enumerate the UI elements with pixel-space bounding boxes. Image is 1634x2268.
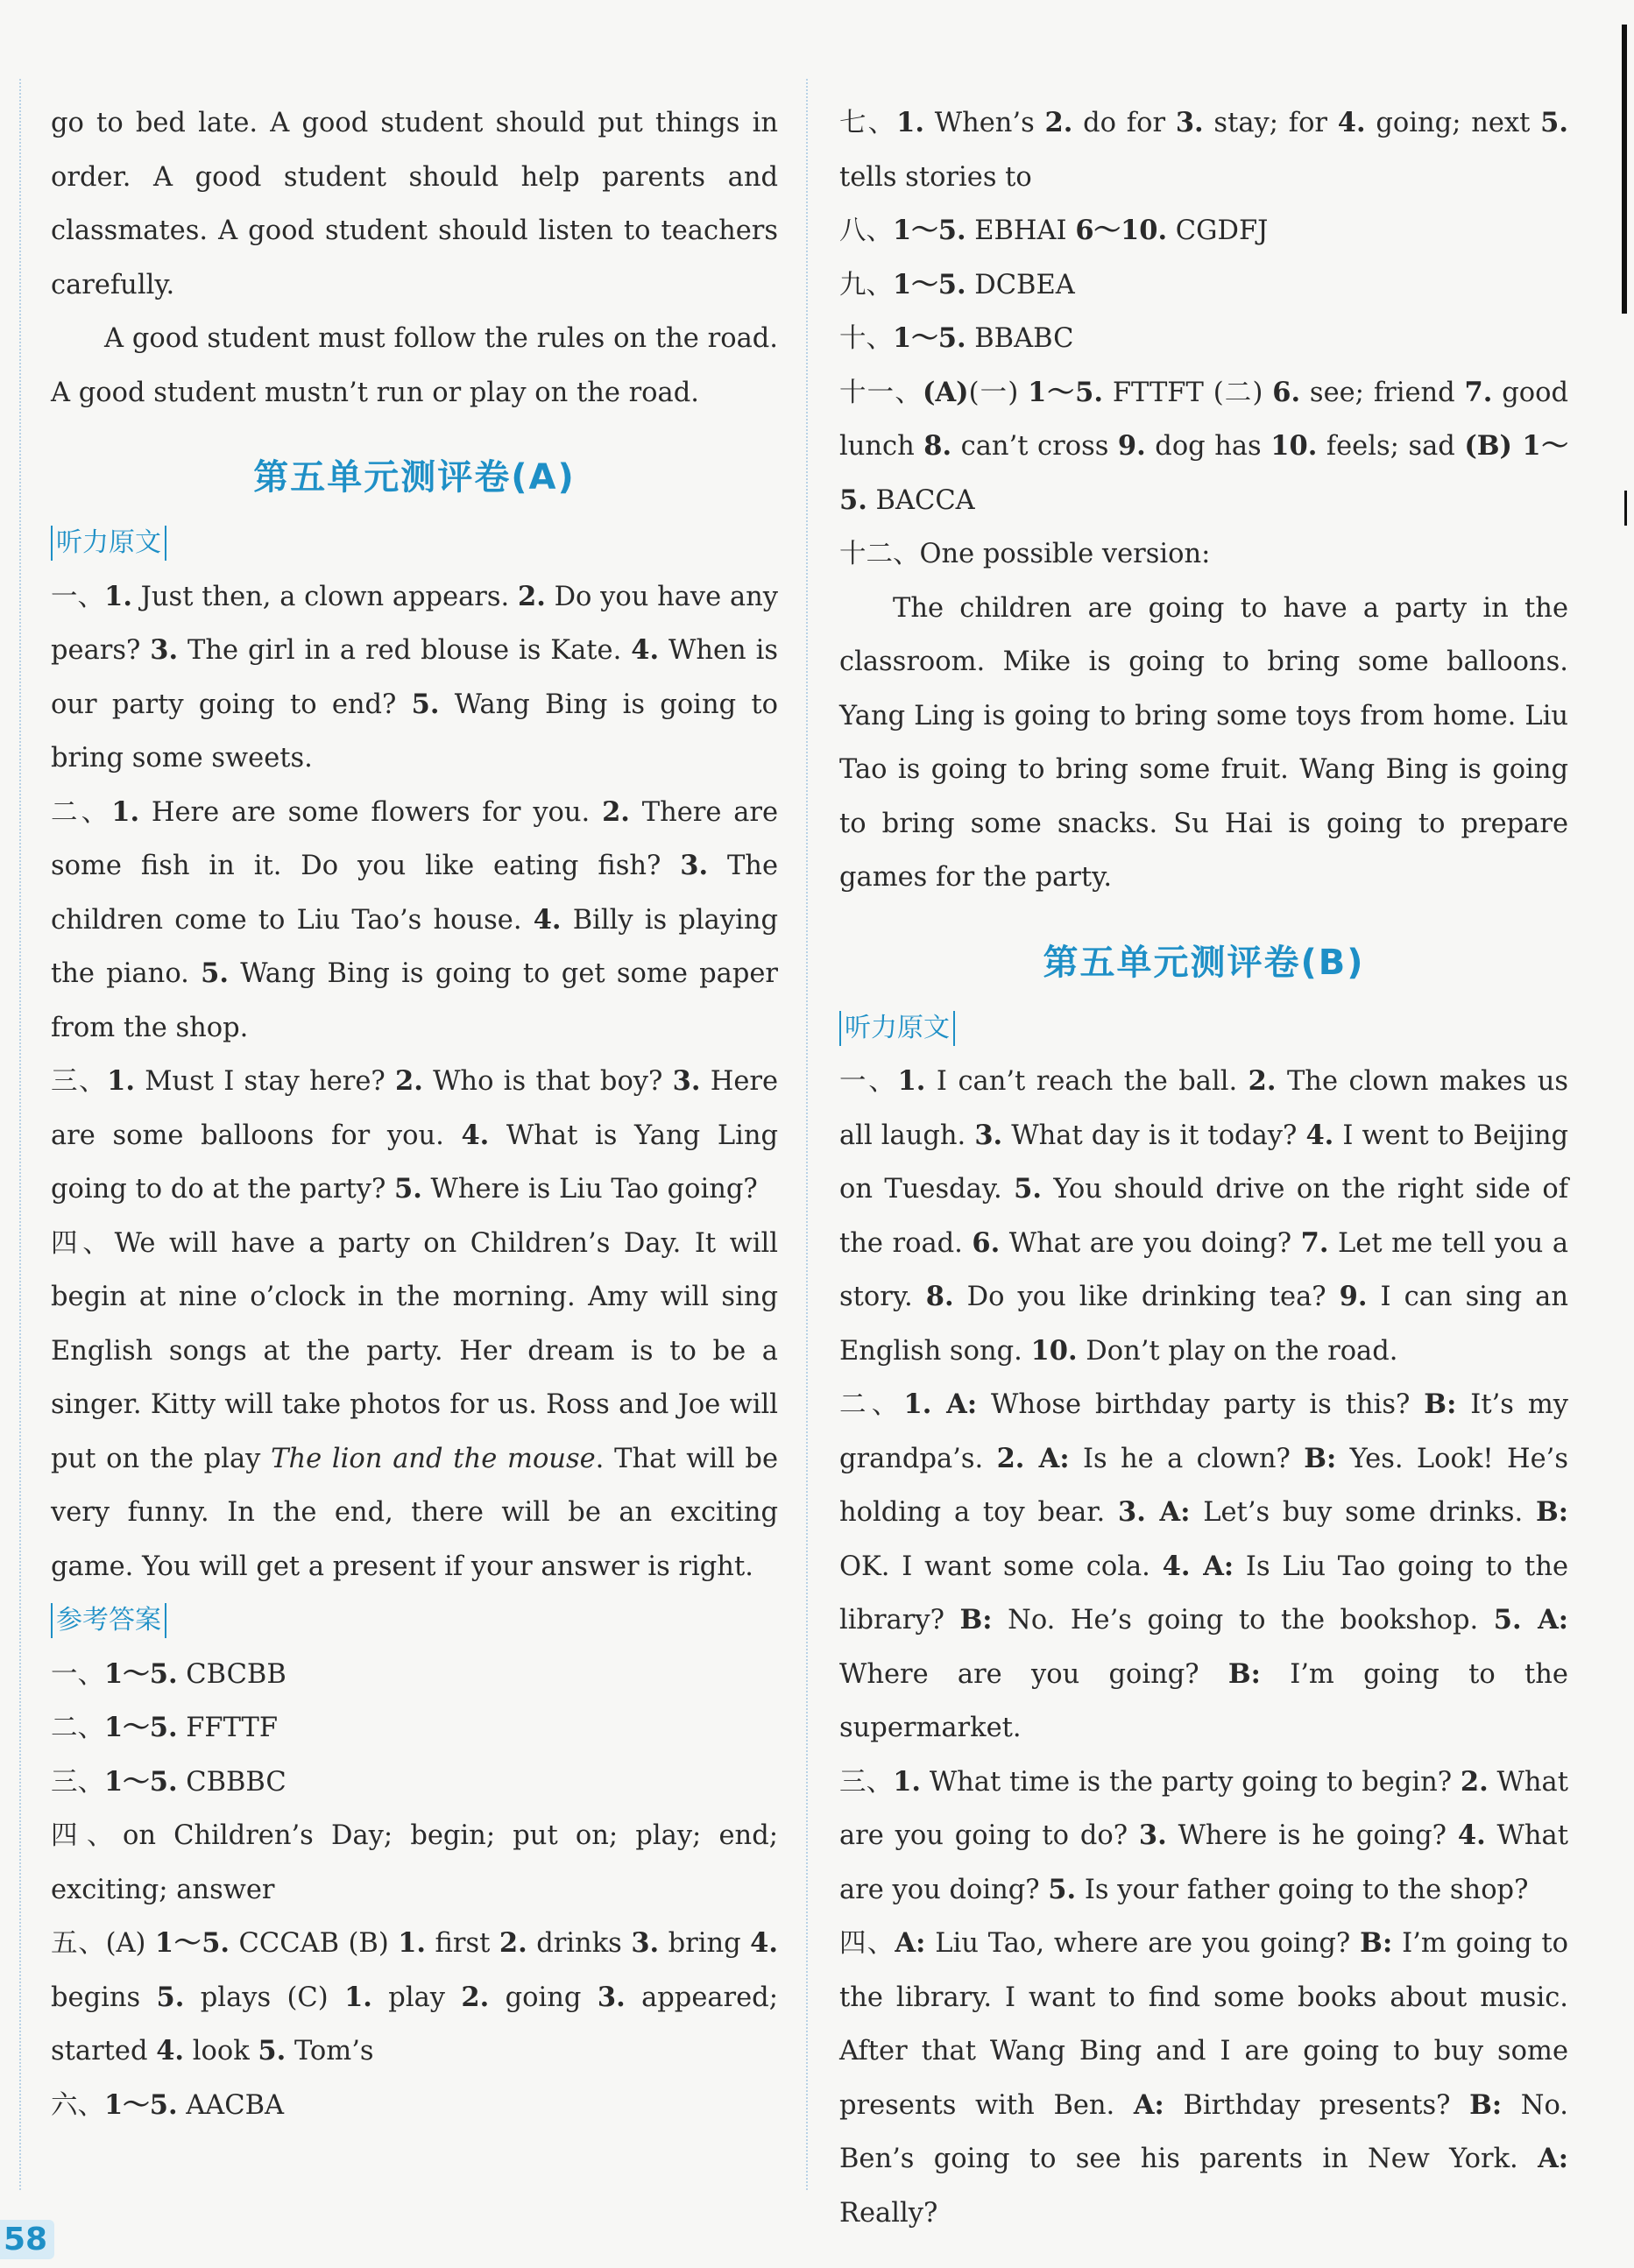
listening-item: 二、1. Here are some flowers for you. 2. There are some fish in it. Do you like eating fish? 3. The children come to Liu Tao’s house. 4. Billy is playing the piano. 5. Wang Bing is going to get some paper from the shop. (51, 795, 779, 1043)
answer-item: 七、1. When’s 2. do for 3. stay; for 4. going; next 5. tells stories to (839, 107, 1568, 193)
left-margin-rule (19, 79, 21, 2190)
page-edge-mark (1624, 491, 1627, 526)
listening-item: 二、1. A: Whose birthday party is this? B: It’s my grandpa’s. 2. A: Is he a clown? B: Yes. Look! He’s holding a toy bear. 3. A: Let’s buy some drinks. B: OK. I want some cola. 4. A: Is Liu Tao going to the library? B: No. He’s going to the bookshop. 5. A: Where are you going? B: I’m going to the supermarket. (839, 1388, 1569, 1743)
answer-item: 四、on Children’s Day; begin; put on; play; end; exciting; answer (51, 1820, 779, 1905)
paragraph: A good student must follow the rules on the road. A good student mustn’t run or play on the road. (51, 323, 778, 408)
paragraph: The children are going to have a party in the classroom. Mike is going to bring some balloons. Yang Ling is going to bring some toys from home. Liu Tao is going to bring some fruit. Wang Bing is going to bring some snacks. Su Hai is going to prepare games for the party. (839, 592, 1568, 893)
listening-script-tag: 听力原文 (839, 1011, 955, 1046)
answer-item: 五、(A) 1～5. CCCAB (B) 1. first 2. drinks 3. bring 4. begins 5. plays (C) 1. play 2. going 3. appeared; started 4. look 5. Tom’s (51, 1927, 778, 2067)
listening-item: 一、1. Just then, a clown appears. 2. Do you have any pears? 3. The girl in a red blouse is Kate. 4. When is our party going to end? 5. Wang Bing is going to bring some sweets. (51, 580, 779, 774)
paragraph: go to bed late. A good student should put things in order. A good student should help parents and classmates. A good student should listen to teachers carefully. (51, 108, 778, 300)
listening-item: 三、1. Must I stay here? 2. Who is that boy? 3. Here are some balloons for you. 4. What is Yang Ling going to do at the party? 5. Where is Liu Tao going? (51, 1065, 779, 1205)
answer-item: 九、1～5. DCBEA (839, 268, 1075, 300)
column-divider (806, 79, 808, 2190)
page-edge-mark (1622, 25, 1627, 314)
answer-item: 三、1～5. CBBBC (51, 1765, 286, 1798)
section-title: 第五单元测评卷(A) (253, 457, 576, 498)
answer-item: 二、1～5. FFTTF (51, 1712, 278, 1743)
listening-item: 四、We will have a party on Children’s Day. It will begin at nine o’clock in the morning. Amy will sing English songs at the party. Her dream is to be a singer. Kitty will take photos for us. Ross and Joe will put on the play The lion and the mouse. That will be very funny. In the end, there will be an exciting game. You will get a present if your answer is right. (51, 1227, 779, 1582)
answer-item: 八、1～5. EBHAI 6～10. CGDFJ (839, 215, 1269, 246)
page-number: 58 (0, 2220, 54, 2259)
left-column (51, 96, 778, 2132)
answer-item: 一、1～5. CBCBB (51, 1657, 286, 1690)
answer-item: 十一、(A)(一) 1～5. FTTFT (二) 6. see; friend 7. good lunch 8. can’t cross 9. dog has 10. feels; sad (B) 1～5. BACCA (839, 376, 1569, 516)
section-title: 第五单元测评卷(B) (1043, 942, 1365, 983)
answer-item: 六、1～5. AACBA (51, 2088, 285, 2121)
answer-item: 十、1～5. BBABC (839, 322, 1074, 354)
listening-item: 一、1. I can’t reach the ball. 2. The clown makes us all laugh. 3. What day is it today? 4. I went to Beijing on Tuesday. 5. You should drive on the right side of the road. 6. What are you doing? 7. Let me tell you a story. 8. Do you like drinking tea? 9. I can sing an English song. 10. Don’t play on the road. (839, 1065, 1569, 1367)
listening-script-tag: 听力原文 (51, 526, 166, 561)
answer-key-tag: 参考答案 (51, 1603, 166, 1638)
right-column (839, 96, 1568, 2240)
listening-item: 四、A: Liu Tao, where are you going? B: I’m going to the library. I want to find some books about music. After that Wang Bing and I are going to buy some presents with Ben. A: Birthday presents? B: No. Ben’s going to see his parents in New York. A: Really? (839, 1927, 1569, 2229)
listening-item: 三、1. What time is the party going to begin? 2. What are you going to do? 3. Where is he going? 4. What are you doing? 5. Is your father going to the shop? (839, 1765, 1568, 1905)
answer-item: 十二、One possible version: (839, 539, 1211, 569)
